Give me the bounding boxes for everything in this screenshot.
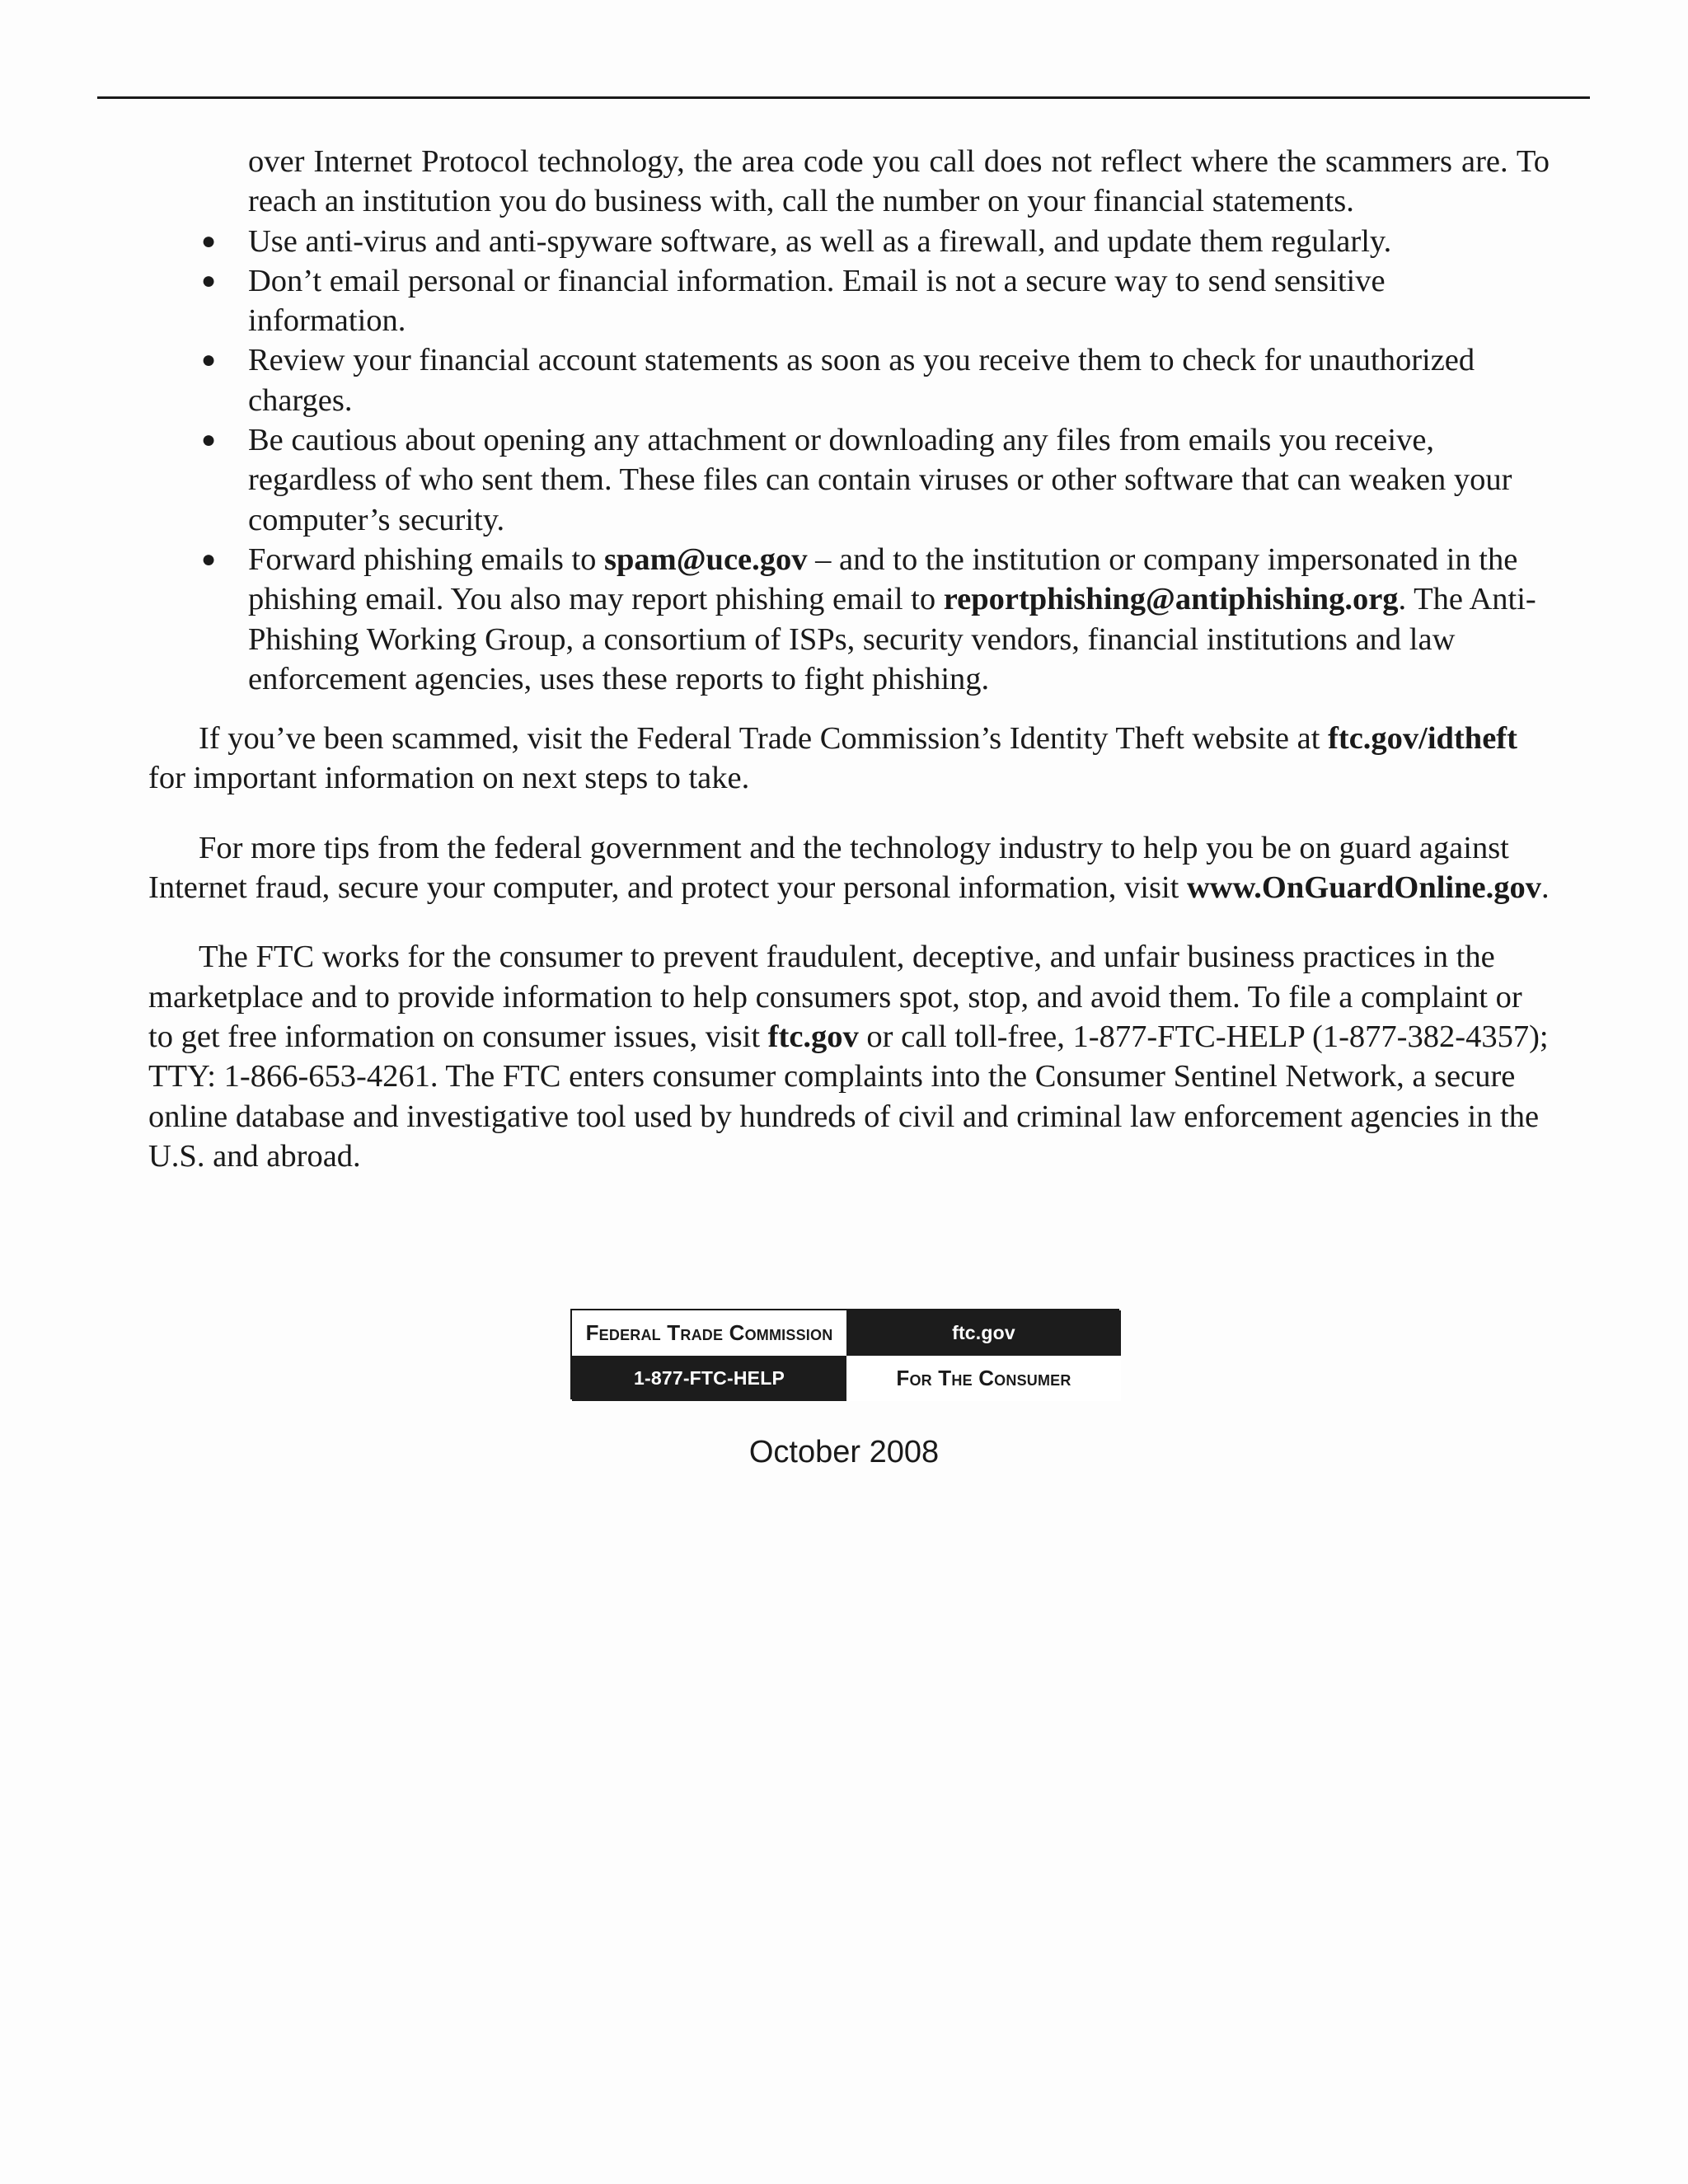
paragraph-ftc: The FTC works for the consumer to prevent fraudulent, deceptive, and unfair business practices in the marketplace and to provide information to help consumers spot, stop, and avoid them. To file a complaint or to get free information on consumer issues, visit ftc.gov or call toll-free, 1-877-FTC-HELP (1-877-382-4357); TTY: 1-866-653-4261. The FTC enters consumer complaints into the Consumer Sentinel Network, a secure online database and investigative tool used by hundreds of civil and criminal law enforcement agencies in the U.S. and abroad. — [148, 940, 1549, 1174]
agency-name: Federal Trade Commission — [585, 1320, 833, 1346]
list-item — [148, 340, 1550, 420]
list-item-text: Be cautious about opening any attachment or downloading any files from emails you receive, regardless of who sent them. These files can contain viruses or other software that can weaken your computer’s security. — [248, 423, 1512, 537]
website-cell — [846, 1310, 1121, 1356]
bullet-icon: ● — [201, 227, 217, 255]
page-body — [148, 142, 1550, 1176]
paragraph-tips: For more tips from the federal government and the technology industry to help you be on guard against Internet fraud, secure your computer, and protect your personal information, visit www.OnGuardOnline.gov. — [148, 830, 1550, 906]
tips-list — [148, 222, 1550, 700]
tagline-cell — [846, 1356, 1121, 1401]
list-item — [148, 222, 1550, 261]
list-item — [148, 261, 1550, 341]
tagline: For The Consumer — [896, 1366, 1071, 1391]
website-label: ftc.gov — [952, 1322, 1015, 1344]
idtheft-link[interactable]: ftc.gov/idtheft — [1328, 721, 1517, 757]
list-item — [148, 540, 1550, 699]
list-item-text: Forward phishing emails to — [248, 541, 605, 577]
bullet-icon: ● — [201, 545, 217, 573]
continued-line-1: over Internet Protocol technology, the area code you call does not reflect where the scammers — [248, 144, 1452, 179]
spam-email-link[interactable]: spam@uce.gov — [604, 541, 808, 577]
onguardonline-link[interactable]: www.OnGuardOnline.gov — [1187, 870, 1542, 906]
bullet-icon: ● — [201, 426, 217, 454]
list-item-text: . The Anti-Phishing Working Group, a consortium of ISPs, security vendors, financial institutions and law enforcement agencies, uses these reports to fight phishing. — [248, 582, 1536, 696]
reportphishing-email-link[interactable]: reportphishing@antiphishing.org — [943, 582, 1399, 617]
phone-cell — [572, 1356, 846, 1401]
phone-label: 1-877-FTC-HELP — [634, 1367, 785, 1390]
list-item-text: – and to the institution or company impersonated in the phishing email. You also may report phishing email to — [248, 541, 1518, 617]
top-rule — [97, 96, 1590, 99]
continued-line-2: are. To reach an institution you do business with, call the number on your financial statements. — [248, 144, 1550, 219]
agency-name-cell — [572, 1310, 846, 1356]
list-item-text: Use anti-virus and anti-spyware software, as well as a firewall, and update them regularly. — [248, 223, 1392, 259]
ftc-gov-link[interactable]: ftc.gov — [767, 1019, 859, 1054]
publication-date: October 2008 — [748, 1435, 940, 1469]
paragraph-scammed: If you’ve been scammed, visit the Federal Trade Commission’s Identity Theft website at ftc.gov/idtheft for important information on next steps to take. — [148, 721, 1517, 796]
list-item-text: Review your financial account statements as soon as you receive them to check for unauthorized charges. — [248, 343, 1475, 418]
bullet-icon: ● — [201, 346, 217, 374]
continued-bullet-text — [148, 142, 1550, 222]
bullet-icon: ● — [201, 266, 217, 294]
list-item-text: Don’t email personal or financial information. Email is not a secure way to send sensitive information. — [248, 263, 1386, 339]
ftc-footer-box — [570, 1309, 1119, 1399]
list-item — [148, 420, 1550, 540]
